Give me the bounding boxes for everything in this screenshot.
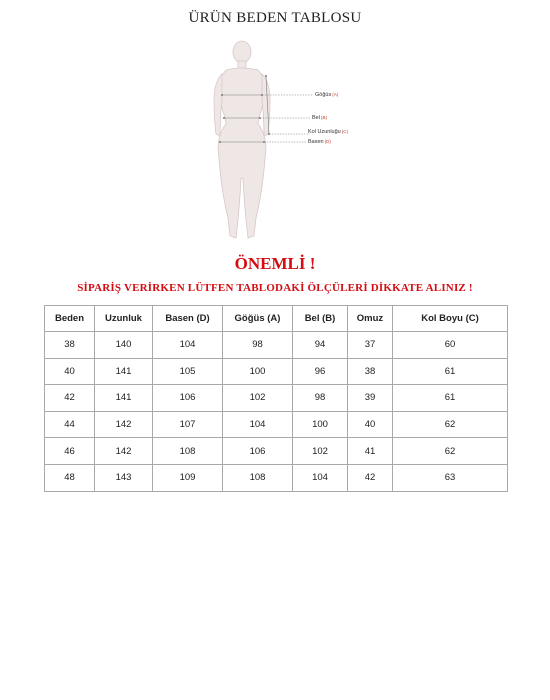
label-arm-length: Kol Uzunluğu(C) [308,129,348,135]
table-cell: 104 [223,411,293,438]
table-cell: 107 [153,411,223,438]
table-row [45,464,508,491]
table-cell: 109 [153,464,223,491]
table-cell: 142 [95,438,153,465]
table-cell: 108 [153,438,223,465]
table-cell: 61 [393,358,508,385]
table-cell: 60 [393,332,508,359]
table-cell: 42 [45,385,95,412]
important-heading: ÖNEMLİ ! [234,254,316,273]
table-cell: 102 [223,385,293,412]
table-cell: 143 [95,464,153,491]
body-silhouette-icon [150,38,400,248]
table-cell: 104 [293,464,348,491]
table-cell: 46 [45,438,95,465]
table-cell: 62 [393,438,508,465]
table-cell: 106 [153,385,223,412]
table-cell: 104 [153,332,223,359]
warning-text: SİPARİŞ VERİRKEN LÜTFEN TABLODAKİ ÖLÇÜLERİ DİKKATE ALINIZ ! [77,282,473,294]
label-waist: Bel(B) [312,115,327,121]
table-cell: 140 [95,332,153,359]
table-header: Kol Boyu (C) [393,306,508,332]
table-cell: 37 [348,332,393,359]
table-row [45,385,508,412]
table-cell: 98 [223,332,293,359]
table-header: Bel (B) [293,306,348,332]
table-cell: 38 [348,358,393,385]
table-row [45,438,508,465]
label-chest: Göğüs(A) [315,92,339,98]
table-row [45,332,508,359]
table-header: Omuz [348,306,393,332]
table-cell: 141 [95,385,153,412]
table-cell: 62 [393,411,508,438]
table-cell: 141 [95,358,153,385]
table-cell: 42 [348,464,393,491]
table-cell: 48 [45,464,95,491]
table-cell: 40 [45,358,95,385]
table-row [45,411,508,438]
table-cell: 44 [45,411,95,438]
table-cell: 38 [45,332,95,359]
table-header: Göğüs (A) [223,306,293,332]
table-cell: 102 [293,438,348,465]
table-cell: 142 [95,411,153,438]
table-cell: 61 [393,385,508,412]
table-cell: 105 [153,358,223,385]
table-cell: 96 [293,358,348,385]
table-cell: 40 [348,411,393,438]
size-table [44,305,508,492]
table-cell: 108 [223,464,293,491]
table-cell: 100 [293,411,348,438]
page-title: ÜRÜN BEDEN TABLOSU [188,10,362,26]
table-cell: 100 [223,358,293,385]
table-cell: 98 [293,385,348,412]
body-measurement-figure [150,38,400,248]
table-cell: 39 [348,385,393,412]
table-cell: 41 [348,438,393,465]
table-cell: 106 [223,438,293,465]
table-cell: 63 [393,464,508,491]
label-hip: Basen(D) [308,139,331,145]
table-cell: 94 [293,332,348,359]
table-row [45,358,508,385]
table-header: Beden [45,306,95,332]
table-header-row [45,306,508,332]
table-header: Basen (D) [153,306,223,332]
table-header: Uzunluk [95,306,153,332]
